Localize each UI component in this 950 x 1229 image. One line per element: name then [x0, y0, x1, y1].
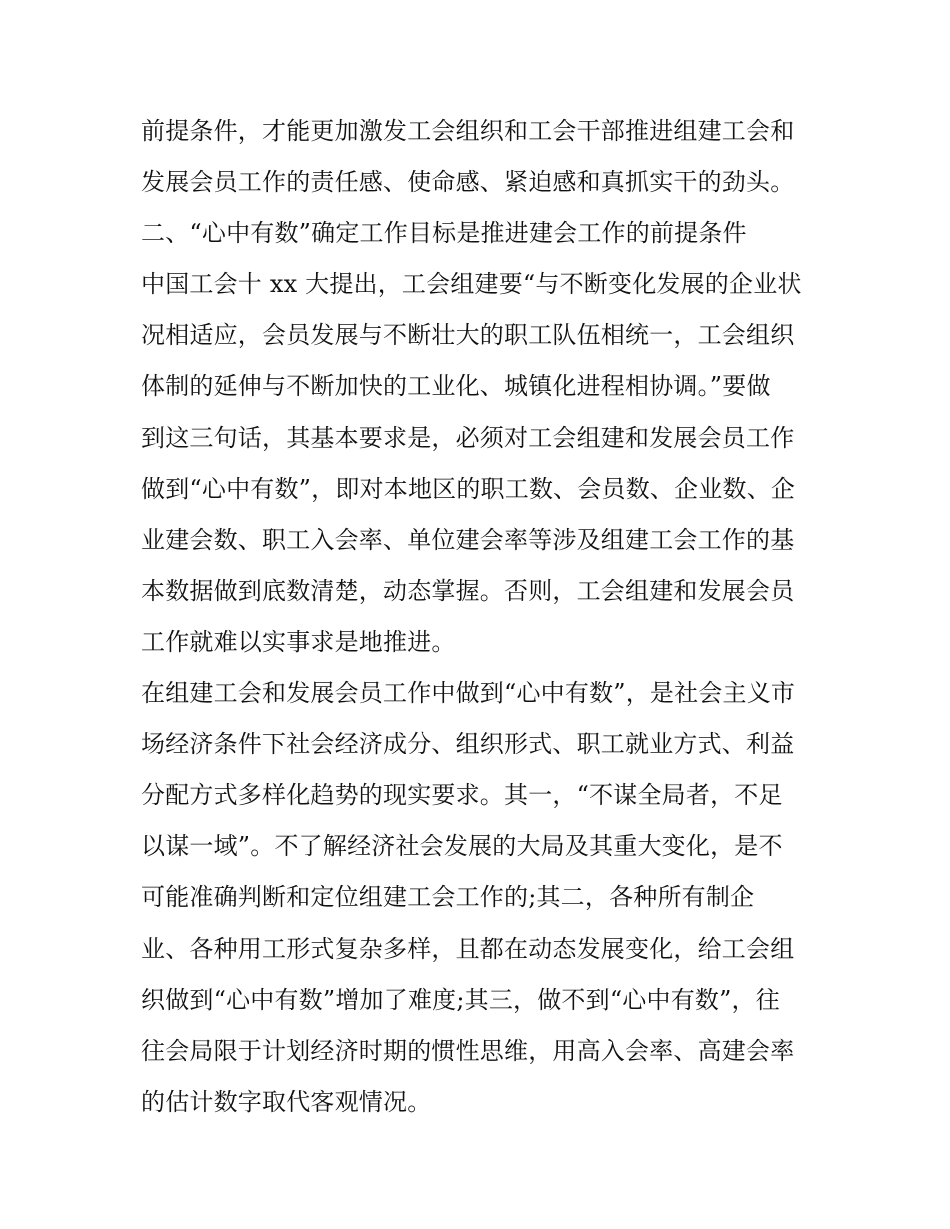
body-text	[141, 106, 821, 1128]
text-line: 的估计数字取代客观情况。	[141, 1087, 432, 1116]
text-line: 本数据做到底数清楚，动态掌握。否则，工会组建和发展会员	[141, 576, 795, 605]
text-line: 可能准确判断和定位组建工会工作的;其二，各种所有制企	[141, 883, 755, 912]
text-line: 到这三句话，其基本要求是，必须对工会组建和发展会员工作	[141, 423, 795, 452]
text-line: 体制的延伸与不断加快的工业化、城镇化进程相协调。”要做	[141, 372, 771, 401]
text-line: 业建会数、职工入会率、单位建会率等涉及组建工会工作的基	[141, 525, 795, 554]
text-line: 工作就难以实事求是地推进。	[141, 627, 456, 656]
text-line: 在组建工会和发展会员工作中做到“心中有数”，是社会主义市	[141, 679, 796, 708]
text-line: 前提条件，才能更加激发工会组织和工会干部推进组建工会和	[141, 117, 795, 145]
text-line: 以谋一域”。不了解经济社会发展的大局及其重大变化，是不	[141, 832, 783, 861]
text-line: 往会局限于计划经济时期的惯性思维，用高入会率、高建会率	[141, 1036, 795, 1065]
text-line: 发展会员工作的责任感、使命感、紧迫感和真抓实干的劲头。	[141, 168, 795, 197]
text-line: 织做到“心中有数”增加了难度;其三，做不到“心中有数”，往	[141, 985, 780, 1014]
text-line: 分配方式多样化趋势的现实要求。其一，“不谋全局者，不足	[141, 781, 783, 810]
text-line: 业、各种用工形式复杂多样，且都在动态发展变化，给工会组	[141, 934, 795, 963]
text-line: 场经济条件下社会经济成分、组织形式、职工就业方式、利益	[141, 730, 795, 759]
section-heading: 二、“心中有数”确定工作目标是推进建会工作的前提条件	[141, 219, 747, 248]
text-line: 况相适应，会员发展与不断壮大的职工队伍相统一，工会组织	[141, 321, 795, 350]
text-line: 中国工会十 xx 大提出，工会组建要“与不断变化发展的企业状	[141, 270, 802, 299]
text-line: 做到“心中有数”，即对本地区的职工数、会员数、企业数、企	[141, 474, 796, 503]
